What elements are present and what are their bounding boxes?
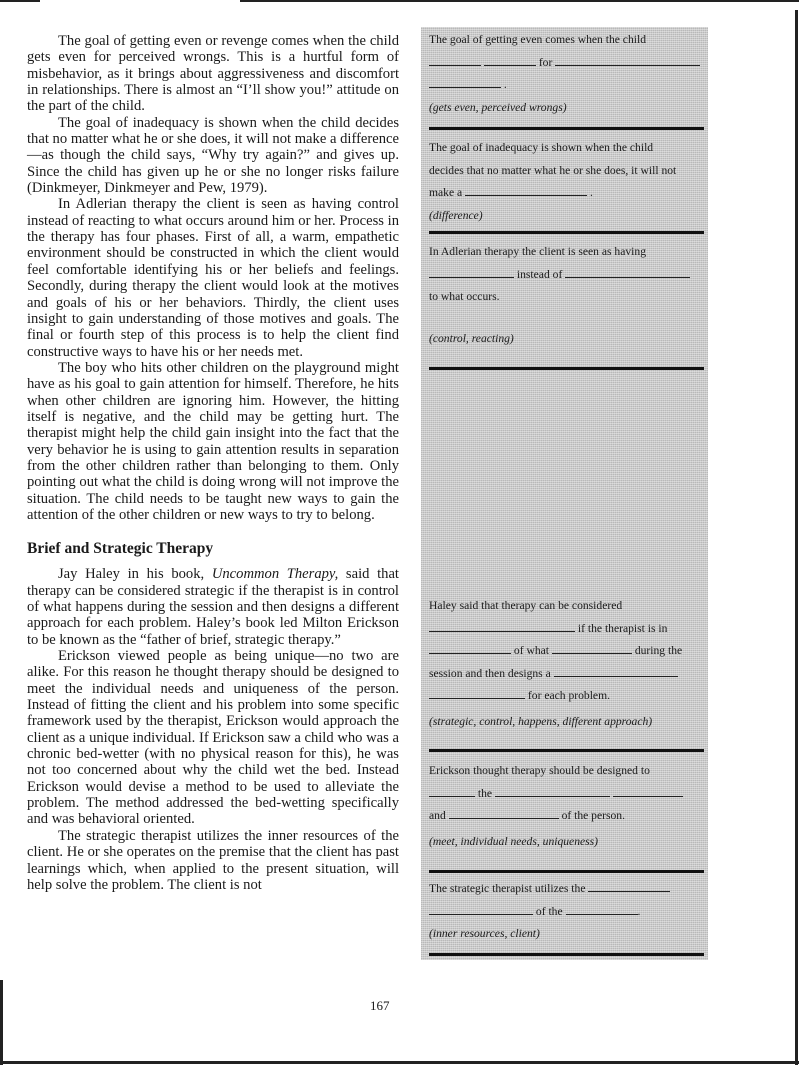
- answer-blank[interactable]: [465, 183, 587, 196]
- answer-blank[interactable]: [552, 641, 632, 654]
- frame-divider: [429, 127, 704, 130]
- frame-answer: (gets even, perceived wrongs): [429, 100, 567, 114]
- study-frame-1: [429, 29, 703, 119]
- answer-blank[interactable]: [429, 902, 533, 915]
- frame-text: The strategic therapist utilizes the: [429, 882, 586, 895]
- frame-text: decides that no matter what he or she does, it will not: [429, 163, 677, 177]
- frame-text: In Adlerian therapy the client is seen as having: [429, 245, 646, 258]
- frame-divider: [429, 953, 704, 956]
- frame-text: for: [538, 55, 553, 69]
- paragraph-adlerian: In Adlerian therapy the client is seen as having control instead of reacting to what occurs around him or her. Process in the therapy has four phases. First of all, a warm, empathetic environment should be constructed in which the client would feel comfortable identifying his or her beliefs and feelings. Secondly, during therapy the client would look at the motives and goals of his or her behaviors. Thirdly, the client uses insight to gain understanding of those motives and goals. The final or fourth step of this process is to help the client find constructive ways to have his or her needs met.: [27, 196, 399, 360]
- answer-blank[interactable]: [429, 641, 511, 654]
- answer-blank[interactable]: [565, 265, 690, 278]
- body-text-column: [27, 33, 399, 893]
- frame-question: [429, 878, 703, 923]
- scan-edge-gap: [40, 0, 240, 2]
- paragraph-revenge: The goal of getting even or revenge comes when the child gets even for perceived wrongs. This is a hurtful form of misbehavior, as it brings about aggressiveness and discomfort in relationships. There is almost an “I’ll show you!” attitude on the part of the child.: [27, 33, 399, 115]
- frame-text: if the therapist is in: [577, 621, 668, 635]
- frame-text: The goal of inadequacy is shown when the child: [429, 141, 654, 154]
- answer-blank[interactable]: [429, 619, 575, 632]
- paragraph-inadequacy: The goal of inadequacy is shown when the child decides that no matter what he or she does, it will not make a difference—as though the child says, “Why try again?” and gives up. Since the child has given up he or she no longer risks failure (Dinkmeyer, Dinkmeyer and Pew, 1979).: [27, 114, 399, 197]
- frame-text: for each problem.: [527, 689, 610, 702]
- answer-blank[interactable]: [449, 806, 559, 819]
- book-title: Uncommon Therapy,: [211, 566, 339, 583]
- answer-blank[interactable]: [429, 784, 475, 797]
- frame-divider: [429, 870, 704, 873]
- section-heading: Brief and Strategic Therapy: [27, 540, 214, 558]
- frame-question: [429, 595, 703, 708]
- frame-text: of what: [513, 644, 549, 657]
- frame-answer: (strategic, control, happens, different approach): [429, 714, 653, 728]
- frame-answer: (meet, individual needs, uniqueness): [429, 834, 599, 848]
- page-number: 167: [370, 998, 390, 1013]
- study-frame-5: [429, 760, 703, 853]
- frame-question: [429, 760, 703, 828]
- frame-question: [429, 29, 703, 97]
- paragraph-playground: The boy who hits other children on the playground might have as his goal to gain attention for himself. Therefore, he hits when other children are ignoring him. However, the hitting itself is negative, and the child may be getting hurt. The therapist might help the child gain insight into the fact that the very behavior he is using to gain attention results in separation from the other children rather than belonging to them. Only pointing out what the child is doing wrong will not improve the situation. The child needs to be taught new ways to gain the attention of the other children or new ways to try to belong.: [27, 359, 399, 523]
- frame-divider: [429, 367, 704, 370]
- answer-blank[interactable]: [588, 879, 670, 892]
- answer-blank[interactable]: [566, 902, 638, 915]
- answer-blank[interactable]: [613, 784, 683, 797]
- study-frame-2: [429, 137, 703, 227]
- paragraph-erickson: Erickson viewed people as being unique—no two are alike. For this reason he thought therapy should be designed to meet the individual needs and uniqueness of the person. Instead of fitting the client and his problem into some specific framework used by the therapist, Erickson would approach the client as a unique individual. If Erickson saw a child who was a chronic bed-wetter (with no physical reason for this), he was not too concerned about why the child wet the bed. Instead Erickson would devise a method to be used to alleviate the problem. The method addressed the bed-wetting specifically and was behavioral oriented.: [27, 648, 399, 828]
- answer-blank[interactable]: [484, 53, 536, 66]
- frame-text: session and then designs a: [429, 666, 551, 680]
- scan-edge-left: [0, 980, 3, 1065]
- study-frame-6: [429, 878, 703, 946]
- frame-text: The goal of getting even comes when the child: [429, 33, 646, 46]
- haley-text-end: said that therapy can be considered strategic if the therapist is in control of what happens during the session and then designs a different approach for each problem. Haley’s book led Milton Erickson to be known as the “father of brief, strategic therapy.”: [27, 566, 399, 648]
- answer-blank[interactable]: [495, 784, 610, 797]
- frame-text: .: [503, 78, 507, 91]
- frame-text: during the: [634, 644, 683, 657]
- answer-blank[interactable]: [554, 664, 678, 677]
- frame-divider: [429, 231, 704, 234]
- answer-blank[interactable]: [429, 265, 514, 278]
- answer-blank[interactable]: [429, 53, 481, 66]
- frame-text: Haley said that therapy can be considered: [429, 599, 623, 612]
- frame-answer: (difference): [429, 208, 483, 222]
- frame-question: [429, 137, 703, 205]
- answer-blank[interactable]: [429, 75, 501, 88]
- frame-answer: (inner resources, client): [429, 927, 540, 940]
- frame-text: instead of: [516, 267, 563, 281]
- frame-question: [429, 241, 703, 309]
- frame-text: Erickson thought therapy should be designed to: [429, 764, 650, 777]
- study-frame-4: [429, 595, 703, 733]
- frame-answer: (control, reacting): [429, 331, 514, 345]
- frame-divider: [429, 749, 704, 752]
- scan-edge-bottom: [0, 1061, 799, 1064]
- frame-text: of the person.: [561, 809, 625, 822]
- paragraph-haley: [27, 566, 399, 648]
- study-frame-3: [429, 241, 703, 350]
- frame-text: make a: [429, 186, 463, 199]
- frame-text: the: [477, 786, 493, 800]
- frame-text: to what occurs.: [429, 290, 500, 303]
- scan-edge-right: [795, 10, 798, 1065]
- paragraph-inner-resources: The strategic therapist utilizes the inner resources of the client. He or she operates on the premise that the client has past learnings which, when applied to the present situation, will help solve the problem. The client is not: [27, 827, 399, 893]
- frame-text: of the: [535, 904, 563, 918]
- answer-blank[interactable]: [429, 686, 525, 699]
- frame-text: and: [429, 809, 446, 822]
- haley-text-start: Jay Haley in his book,: [58, 566, 212, 583]
- frame-text: .: [589, 186, 593, 199]
- frame-text: .: [637, 904, 641, 918]
- answer-blank[interactable]: [555, 53, 700, 66]
